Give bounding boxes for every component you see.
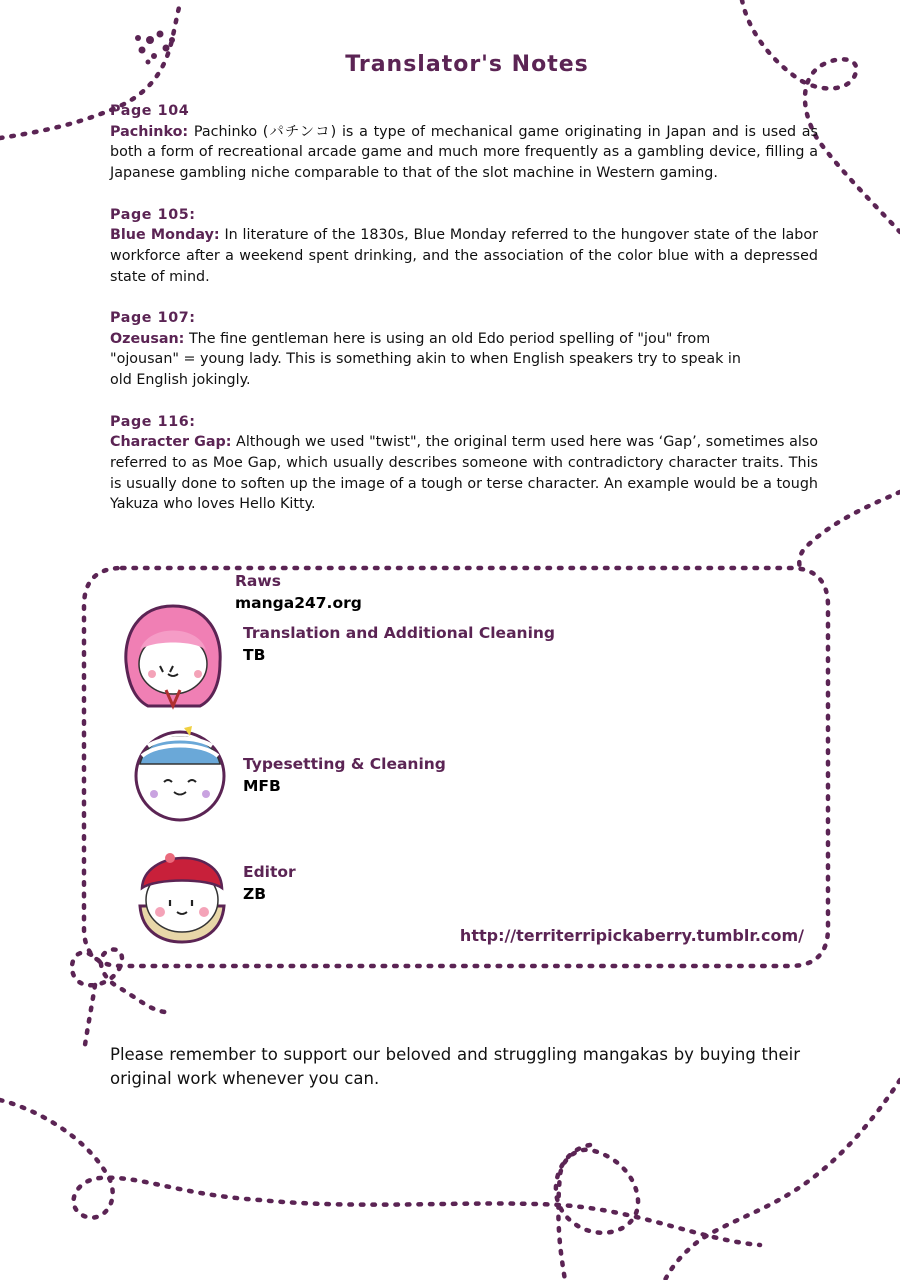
typesetter-avatar xyxy=(128,720,232,828)
translation-label: Translation and Additional Cleaning xyxy=(243,624,556,642)
support-message: Please remember to support our beloved and struggling mangakas by buying their original work whenever you can. xyxy=(110,1044,800,1088)
note-body xyxy=(110,432,818,515)
translator-notes xyxy=(110,101,818,536)
tumblr-link[interactable]: http://territerripickaberry.tumblr.com/ xyxy=(459,926,804,945)
note-text: Pachinko (パチンコ) is a type of mechanical game originating in Japan and is used as both a form of recreational arcade game and much more frequently as a gambling device, filling a Japanese gambling niche comparable to that of the slot machine in Western gaming. xyxy=(110,123,818,182)
note-page-105 xyxy=(110,205,818,288)
note-text: In literature of the 1830s, Blue Monday referred to the hungover state of the labor workforce after a weekend spent drinking, and the association of the color blue with a depressed state of mind. xyxy=(110,227,818,285)
note-page-label: Page 116: xyxy=(110,413,196,430)
editor-avatar xyxy=(128,836,234,946)
note-term: Pachinko: xyxy=(110,123,189,140)
note-page-104 xyxy=(110,101,818,184)
note-term: Ozeusan: xyxy=(110,330,185,347)
editor-label: Editor xyxy=(243,863,296,881)
raws-label: Raws xyxy=(235,572,281,590)
translator-avatar xyxy=(118,600,228,715)
note-body xyxy=(110,329,742,391)
note-term: Blue Monday: xyxy=(110,227,220,244)
note-body xyxy=(110,122,818,184)
note-term: Character Gap: xyxy=(110,434,232,451)
note-page-label: Page 105: xyxy=(110,206,196,223)
note-page-label: Page 104 xyxy=(110,103,190,119)
note-text: Although we used "twist", the original term used here was ‘Gap’, sometimes also referred to as Moe Gap, which usually describes someone with contradictory character traits. This is usually done to soften up the image of a tough or terse character. An example would be a tough Yakuza who loves Hello Kitty. xyxy=(110,434,819,513)
note-body xyxy=(110,225,818,287)
note-page-116 xyxy=(110,412,818,516)
editor-value: ZB xyxy=(243,885,267,903)
note-text: The fine gentleman here is using an old Edo period spelling of "jou" from "ojousan" = young lady. This is something akin to when English speakers try to speak in old English jokingly. xyxy=(110,330,741,389)
typesetting-value: MFB xyxy=(243,777,281,795)
typesetting-label: Typesetting & Cleaning xyxy=(243,755,446,773)
raws-value: manga247.org xyxy=(235,594,362,612)
note-page-label: Page 107: xyxy=(110,310,196,326)
page-title: Translator's Notes xyxy=(345,52,589,77)
translation-value: TB xyxy=(243,646,266,664)
note-page-107 xyxy=(110,308,818,391)
